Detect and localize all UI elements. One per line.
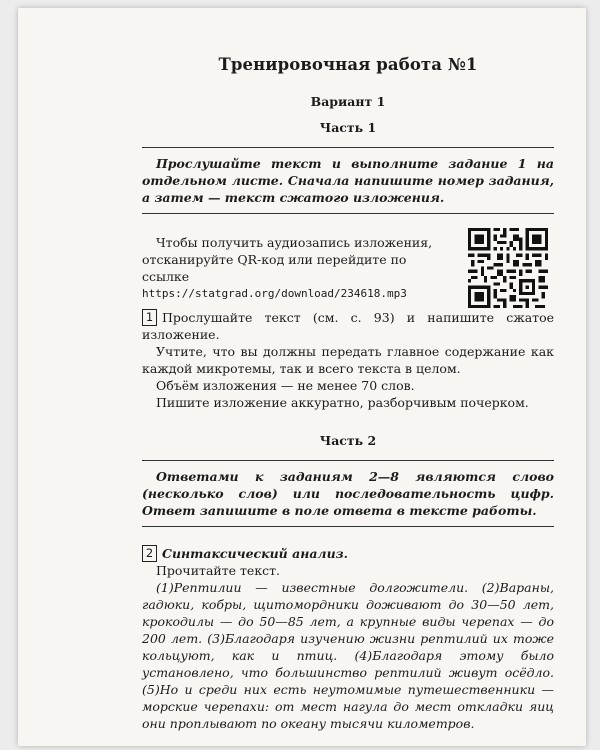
qr-code-icon[interactable] — [468, 228, 548, 308]
part2-bottom-rule — [142, 526, 554, 527]
part2-instruction: Ответами к заданиям 2—8 являются слово (несколько слов) или последовательность цифр. Ответ запишите в поле ответа в тексте работы. — [142, 469, 554, 518]
part2-title: Часть 2 — [319, 433, 377, 448]
task2-prompt: Прочитайте текст. — [156, 563, 281, 578]
audio-text: Чтобы получить аудиозапись изложения, отсканируйте QR-код или перейдите по ссылке — [142, 235, 433, 284]
task1-number-box: 1 — [142, 309, 157, 326]
part1-instruction: Прослушайте текст и выполните задание 1 на отдельном листе. Сначала напишите номер задания, а затем — текст сжатого изложения. — [142, 156, 554, 205]
task2-heading-paragraph — [142, 545, 554, 562]
task1-line1-paragraph — [142, 309, 554, 343]
page-content — [142, 56, 554, 732]
task-2 — [142, 545, 554, 732]
audio-link[interactable]: https://statgrad.org/download/234618.mp3 — [142, 287, 407, 300]
task-1 — [142, 309, 554, 411]
audio-block — [142, 234, 554, 300]
task1-line3: Объём изложения — не менее 70 слов. — [156, 378, 415, 393]
part1-title: Часть 1 — [319, 120, 377, 135]
task1-line1: Прослушайте текст (см. с. 93) и напишите сжатое изложение. — [142, 310, 554, 342]
audio-instruction — [142, 234, 442, 302]
variant-title: Вариант 1 — [310, 94, 386, 109]
task1-line2: Учтите, что вы должны передать главное содержание как каждой микротемы, так и всего текста в целом. — [142, 344, 554, 376]
task1-line4: Пишите изложение аккуратно, разборчивым почерком. — [156, 395, 529, 410]
part2-top-rule — [142, 460, 554, 461]
task2-number-box: 2 — [142, 545, 157, 562]
document-page — [18, 8, 586, 746]
task2-text: (1)Рептилии — известные долгожители. (2)Вараны, гадюки, кобры, щитомордники доживают до 30—50 лет, крокодилы — до 50—85 лет, а крупные виды черепах — до 200 лет. (3)Благодаря изучению жизни рептилий их тоже кольцуют, как и птиц. (4)Благодаря этому было установлено, что большинство рептилий живут осёдло. (5)Но и среди них есть неутомимые путешественники — морские черепахи: от мест нагула до мест откладки яиц они проплывают по океану тысячи километров. — [142, 580, 554, 731]
part1-bottom-rule — [142, 213, 554, 214]
document-title: Тренировочная работа №1 — [218, 55, 478, 74]
part1-top-rule — [142, 147, 554, 148]
task2-heading: Синтаксический анализ. — [162, 546, 348, 561]
